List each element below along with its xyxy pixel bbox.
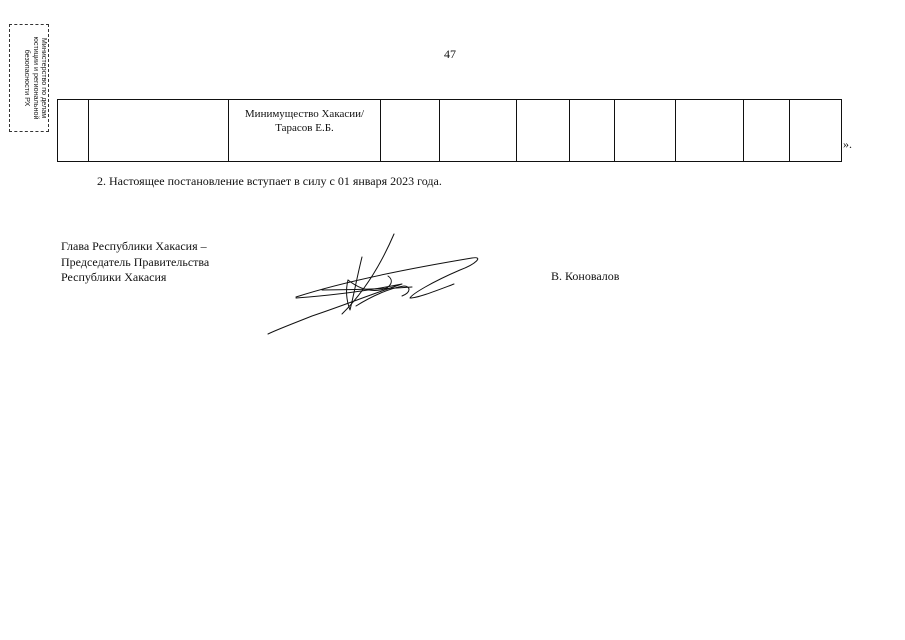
responsible-line: Минимущество Хакасии/	[244, 108, 365, 120]
closing-quote: ».	[843, 137, 852, 151]
clause-paragraph: 2. Настоящее постановление вступает в силу с 01 января 2023 года.	[97, 174, 442, 188]
table-cell	[790, 100, 842, 162]
signer-title-line: Республики Хакасия	[61, 270, 167, 284]
responsible-line: Тарасов Е.Б.	[275, 122, 334, 134]
table-cell	[89, 100, 229, 162]
signer-title-line: Глава Республики Хакасия –	[61, 239, 207, 253]
table-tail	[57, 99, 842, 162]
signer-name: В. Коновалов	[551, 269, 620, 283]
signer-title-line: Председатель Правительства	[61, 254, 210, 269]
table-row	[58, 100, 842, 162]
registration-stamp	[9, 24, 49, 132]
table-cell	[440, 100, 517, 162]
handwritten-signature	[262, 232, 482, 336]
table-cell	[744, 100, 790, 162]
stamp-line: безопасности РХ	[23, 49, 33, 107]
signer-title	[61, 239, 209, 286]
stamp-line: юстиции и региональной	[31, 36, 41, 120]
table-cell	[570, 100, 615, 162]
table-cell	[676, 100, 744, 162]
table-cell	[58, 100, 89, 162]
stamp-line: Министерство по делам	[40, 37, 49, 119]
table-cell	[381, 100, 440, 162]
responsible-cell	[229, 100, 381, 162]
table-cell	[615, 100, 676, 162]
page-number: 47	[444, 47, 456, 61]
table-cell	[517, 100, 570, 162]
